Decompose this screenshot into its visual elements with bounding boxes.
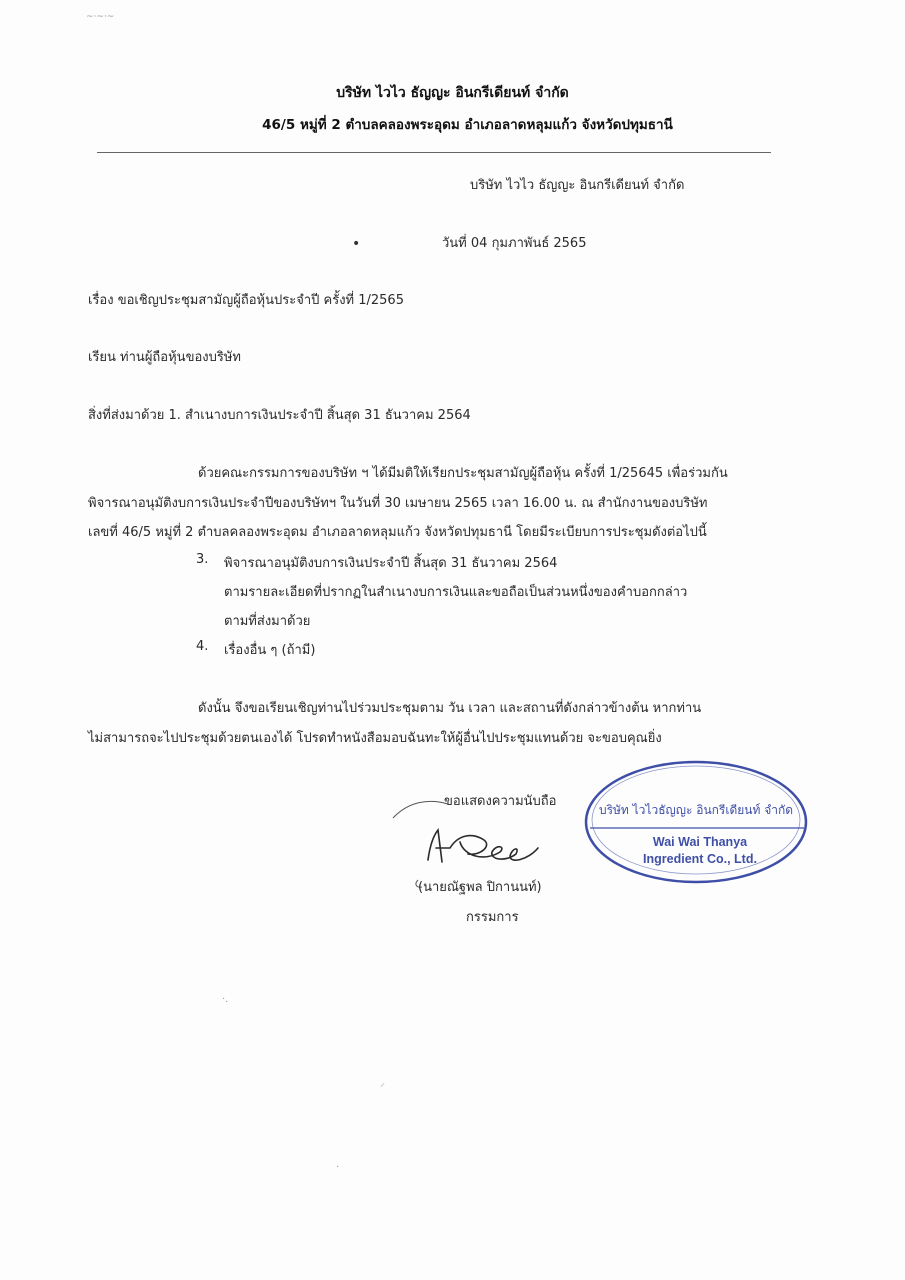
stamp-ellipse-icon <box>582 758 810 886</box>
company-stamp <box>582 758 810 886</box>
sender-name: บริษัท ไวไว ธัญญะ อินกรีเดียนท์ จำกัด <box>470 178 685 193</box>
agenda-item-number: 3. <box>196 552 209 567</box>
signer-name: (นายณัฐพล ปิกานนท์) <box>418 880 542 895</box>
paragraph2-line2: ไม่สามารถจะไปประชุมด้วยตนเองได้ โปรดทำหนังสือมอบฉันทะให้ผู้อื่นไปประชุมแทนด้วย จะขอบคุณยิ่ง <box>88 731 662 746</box>
paragraph1-line1: ด้วยคณะกรรมการของบริษัท ฯ ได้มีมติให้เรียกประชุมสามัญผู้ถือหุ้น ครั้งที่ 1/25645 เพื่อร่วมกัน <box>198 466 728 481</box>
stamp-english-line1: Wai Wai Thanya <box>652 835 748 849</box>
letter-subject: เรื่อง ขอเชิญประชุมสามัญผู้ถือหุ้นประจำปี ครั้งที่ 1/2565 <box>88 293 404 308</box>
scan-mark: • <box>352 236 361 252</box>
agenda-item-number: 4. <box>196 639 209 654</box>
header-divider <box>97 152 771 153</box>
letter-enclosure: สิ่งที่ส่งมาด้วย 1. สำเนางบการเงินประจำปี สิ้นสุด 31 ธันวาคม 2564 <box>88 408 471 423</box>
signer-title: กรรมการ <box>466 910 519 925</box>
agenda-item-line: ตามที่ส่งมาด้วย <box>224 614 311 629</box>
paragraph1-line2: พิจารณาอนุมัติงบการเงินประจำปีของบริษัทฯ ในวันที่ 30 เมษายน 2565 เวลา 16.00 น. ณ สำนักงานของบริษัท <box>88 496 708 511</box>
stamp-thai-text: บริษัท ไวไวธัญญะ อินกรีเดียนท์ จำกัด <box>598 803 794 817</box>
scan-mark: ⸝ <box>380 1078 385 1089</box>
scan-mark: · <box>336 1162 340 1173</box>
agenda-item-line: เรื่องอื่น ๆ (ถ้ามี) <box>224 643 316 658</box>
closing-phrase: ขอแสดงความนับถือ <box>444 794 557 809</box>
agenda-item-line: พิจารณาอนุมัติงบการเงินประจำปี สิ้นสุด 31 ธันวาคม 2564 <box>224 556 558 571</box>
company-address-header: 46/5 หมู่ที่ 2 ตำบลคลองพระอุดม อำเภอลาดหลุมแก้ว จังหวัดปทุมธานี <box>262 117 673 133</box>
scan-mark: ~·~·~ <box>86 12 115 22</box>
letter-date: วันที่ 04 กุมภาพันธ์ 2565 <box>442 236 587 251</box>
paragraph2-line1: ดังนั้น จึงขอเรียนเชิญท่านไปร่วมประชุมตาม วัน เวลา และสถานที่ดังกล่าวข้างต้น หากท่าน <box>198 701 702 716</box>
paragraph1-line3: เลขที่ 46/5 หมู่ที่ 2 ตำบลคลองพระอุดม อำเภอลาดหลุมแก้ว จังหวัดปทุมธานี โดยมีระเบียบการประชุมดังต่อไปนี้ <box>88 525 707 540</box>
scan-mark: ·. <box>222 994 229 1005</box>
letter-recipient: เรียน ท่านผู้ถือหุ้นของบริษัท <box>88 350 241 365</box>
agenda-item-line: ตามรายละเอียดที่ปรากฏในสำเนางบการเงินและขอถือเป็นส่วนหนึ่งของคำบอกกล่าว <box>224 585 688 600</box>
company-name-header: บริษัท ไวไว ธัญญะ อินกรีเดียนท์ จำกัด <box>336 85 569 101</box>
stamp-english-line2: Ingredient Co., Ltd. <box>643 852 757 866</box>
